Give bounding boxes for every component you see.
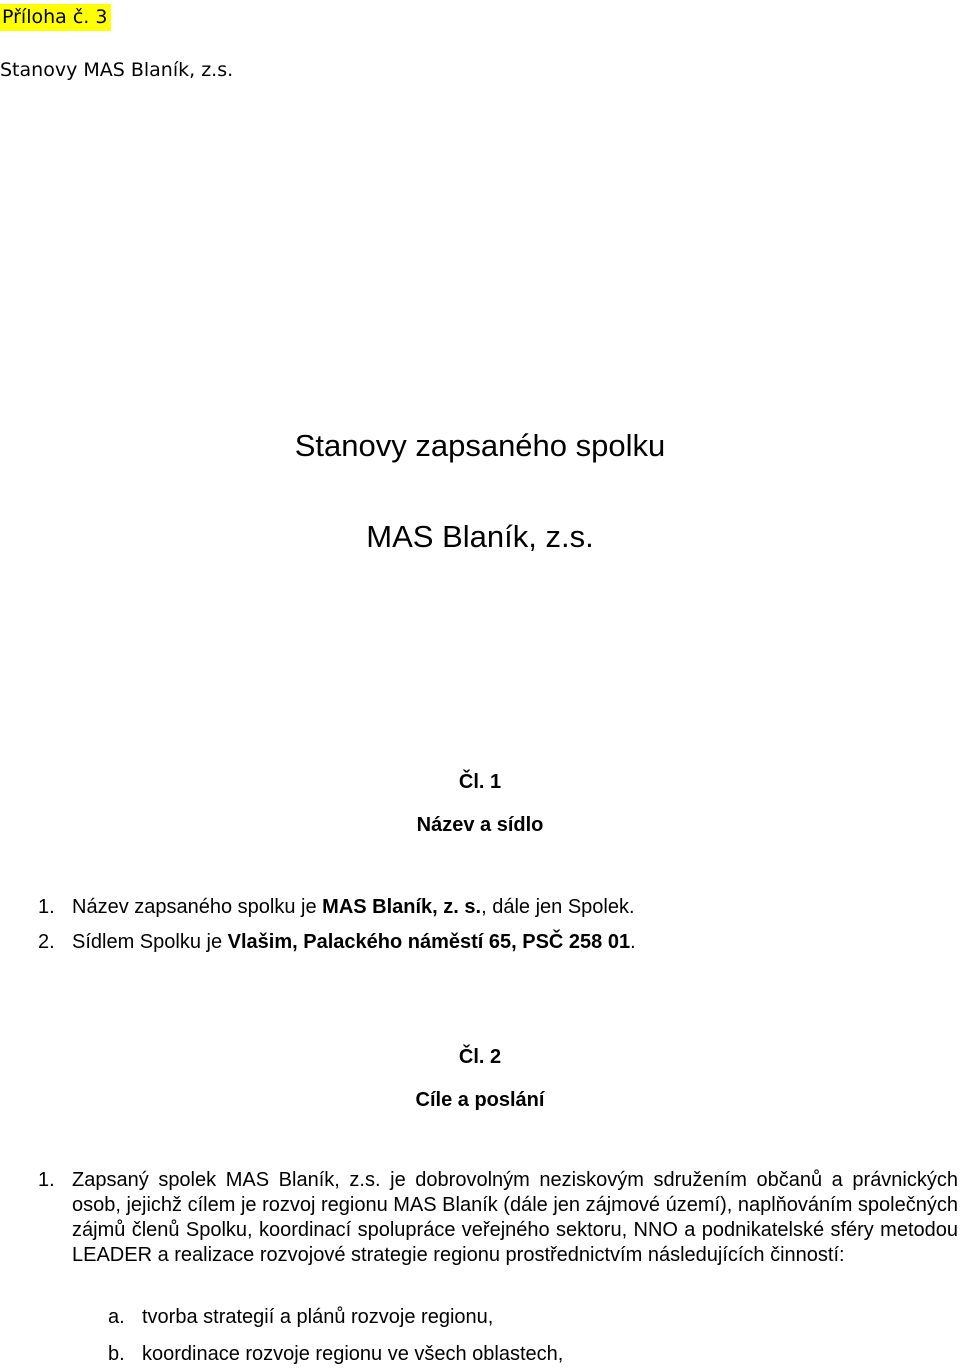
article-2-item-1 xyxy=(38,1168,958,1268)
annex-label-text: Příloha č. 3 xyxy=(2,6,108,28)
subitem-letter: b. xyxy=(108,1343,125,1365)
article-2-subitem-b xyxy=(108,1342,563,1367)
item-text-bold: MAS Blaník, z. s. xyxy=(322,896,482,918)
item-text: Název zapsaného spolku je xyxy=(72,896,323,918)
article-1-heading: Název a sídlo xyxy=(416,814,544,836)
item-number: 1. xyxy=(38,896,55,918)
article-2-heading: Cíle a poslání xyxy=(415,1089,545,1111)
annex-subtitle: Stanovy MAS Blaník, z.s. xyxy=(0,59,234,81)
item-text-bold: Vlašim, Palackého náměstí 65, PSČ 258 01 xyxy=(227,931,631,953)
item-number: 2. xyxy=(38,931,55,953)
article-1-item-2 xyxy=(38,930,958,955)
article-1-number: Čl. 1 xyxy=(458,771,502,793)
item-text: Zapsaný spolek MAS Blaník, z.s. je dobrovolným neziskovým sdružením občanů a právnických osob, jejichž cílem je rozvoj regionu MAS Blaník (dále jen zájmové území), naplňováním společných zájmů členů Spolku, koordinací spolupráce veřejného sektoru, NNO a podnikatelské sféry metodou LEADER a realizace rozvojové strategie regionu prostřednictvím následujících činností: xyxy=(72,1169,958,1266)
subitem-letter: a. xyxy=(108,1306,125,1328)
item-text: , dále jen Spolek. xyxy=(481,896,635,918)
item-text: Sídlem Spolku je xyxy=(72,931,228,953)
document-subtitle: MAS Blaník, z.s. xyxy=(366,519,594,554)
item-text: . xyxy=(630,931,636,953)
document-title: Stanovy zapsaného spolku xyxy=(294,428,666,463)
subitem-text: koordinace rozvoje regionu ve všech oblastech, xyxy=(142,1343,564,1365)
item-number: 1. xyxy=(38,1169,55,1191)
article-2-subitem-a xyxy=(108,1305,493,1330)
article-2-number: Čl. 2 xyxy=(458,1046,502,1068)
subitem-text: tvorba strategií a plánů rozvoje regionu, xyxy=(142,1306,494,1328)
annex-label xyxy=(0,4,111,31)
article-1-item-1 xyxy=(38,895,958,920)
